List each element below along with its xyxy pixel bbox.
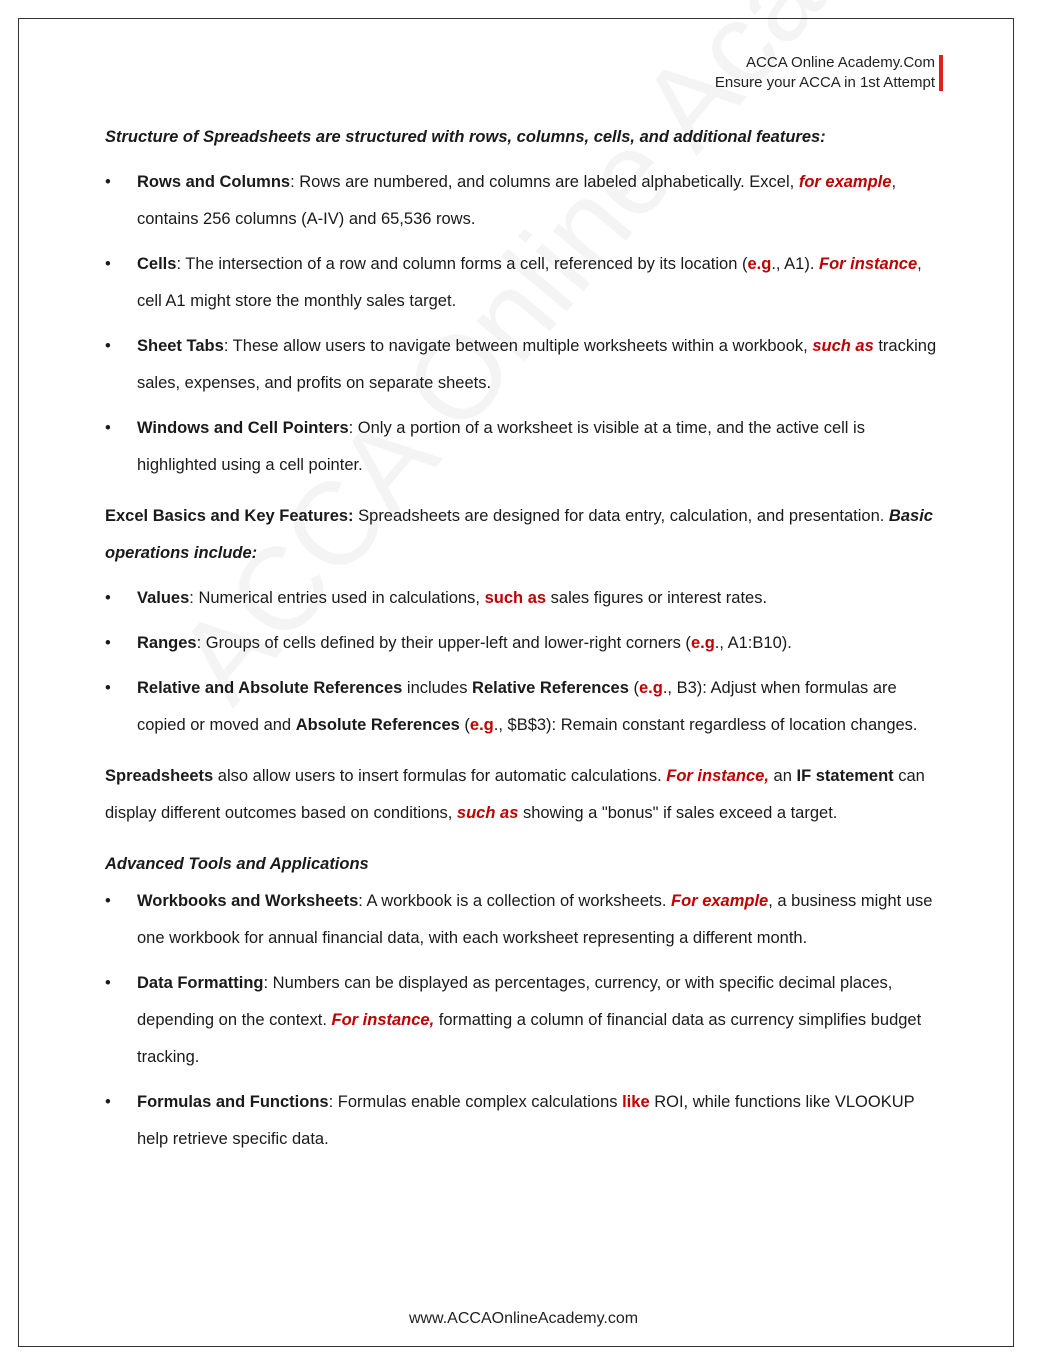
section-heading-advanced: Advanced Tools and Applications — [105, 855, 369, 873]
list-item: • Relative and Absolute References includes Relative References (e.g., B3): Adjust when formulas are copied or moved and Absolute References (e.g., $B$3): Remain constant regardless of location changes. — [105, 670, 940, 744]
basics-list — [105, 580, 940, 744]
header-title: ACCA Online Academy.Com — [746, 54, 935, 71]
list-item: • Data Formatting: Numbers can be displayed as percentages, currency, or with specific decimal places, depending on the context. For instance, formatting a column of financial data as currency simplifies budget tracking. — [105, 965, 940, 1076]
document-body — [105, 119, 940, 1158]
list-item: • Workbooks and Worksheets: A workbook is a collection of worksheets. For example, a business might use one workbook for annual financial data, with each worksheet representing a different month. — [105, 883, 940, 957]
header-accent-bar — [939, 55, 943, 91]
bullet-icon: • — [105, 419, 111, 437]
list-item: • Cells: The intersection of a row and column forms a cell, referenced by its location (e.g., A1). For instance, cell A1 might store the monthly sales target. — [105, 246, 940, 320]
advanced-list — [105, 883, 940, 1158]
list-item: • Windows and Cell Pointers: Only a portion of a worksheet is visible at a time, and the active cell is highlighted using a cell pointer. — [105, 410, 940, 484]
spreadsheets-paragraph: Spreadsheets also allow users to insert formulas for automatic calculations. For instance, an IF statement can display different outcomes based on conditions, such as showing a "bonus" if sales exceed a target. — [105, 767, 925, 822]
bullet-icon: • — [105, 679, 111, 697]
bullet-icon: • — [105, 1093, 111, 1111]
structure-list — [105, 164, 940, 484]
header-tagline: Ensure your ACCA in 1st Attempt — [714, 74, 935, 91]
list-item: • Formulas and Functions: Formulas enable complex calculations like ROI, while functions like VLOOKUP help retrieve specific data. — [105, 1084, 940, 1158]
footer-url: www.ACCAOnlineAcademy.com — [408, 1310, 639, 1327]
bullet-icon: • — [105, 974, 111, 992]
list-item: • Sheet Tabs: These allow users to navigate between multiple worksheets within a workbook, such as tracking sales, expenses, and profits on separate sheets. — [105, 328, 940, 402]
excel-basics-paragraph: Excel Basics and Key Features: Spreadsheets are designed for data entry, calculation, and presentation. Basic operations include: — [105, 507, 933, 562]
bullet-icon: • — [105, 173, 111, 191]
bullet-icon: • — [105, 337, 111, 355]
bullet-icon: • — [105, 589, 111, 607]
section-heading-structure: Structure of Spreadsheets are structured with rows, columns, cells, and additional features: — [105, 128, 826, 146]
list-item: • Values: Numerical entries used in calculations, such as sales figures or interest rates. — [105, 580, 940, 617]
bullet-icon: • — [105, 892, 111, 910]
list-item: • Ranges: Groups of cells defined by their upper-left and lower-right corners (e.g., A1:B10). — [105, 625, 940, 662]
bullet-icon: • — [105, 255, 111, 273]
page-header — [715, 53, 935, 93]
bullet-icon: • — [105, 634, 111, 652]
list-item: • Rows and Columns: Rows are numbered, and columns are labeled alphabetically. Excel, for example, contains 256 columns (A-IV) and 65,536 rows. — [105, 164, 940, 238]
